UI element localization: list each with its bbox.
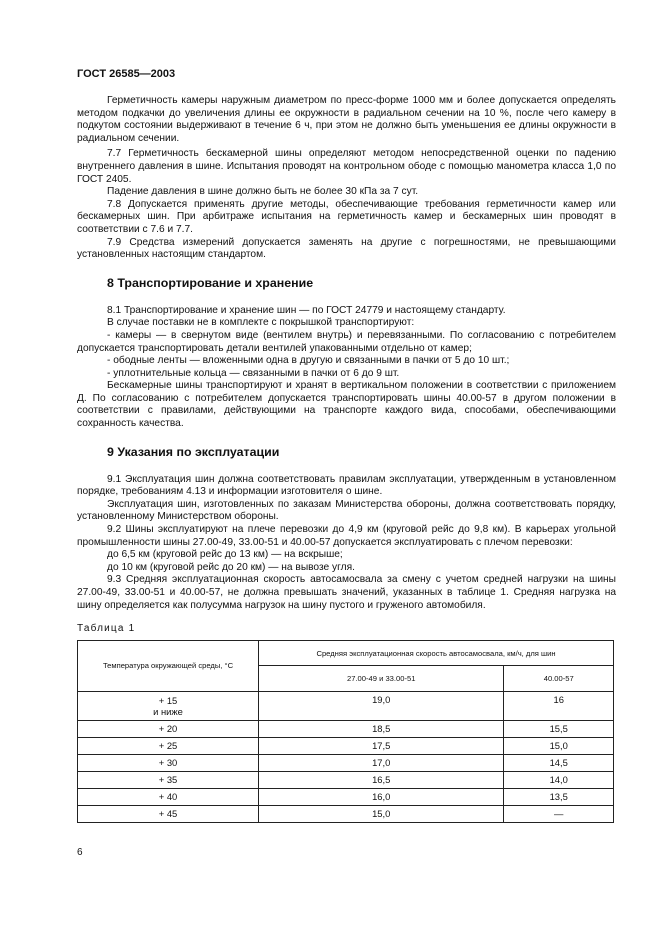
temperature-cell: + 35 bbox=[78, 771, 259, 788]
temperature-column-header: Температура окружающей среды, °С bbox=[78, 640, 259, 691]
table-row bbox=[78, 754, 614, 771]
paragraph-9-1: 9.1 Эксплуатация шин должна соответствовать правилам эксплуатации, утвержденным в установленном порядке, требованиям 4.13 и информации изготовителя о шине. bbox=[77, 473, 616, 498]
speed-cell-a: 15,0 bbox=[259, 805, 504, 822]
list-item-chambers: - камеры — в свернутом виде (вентилем внутрь) и перевязанными. По согласованию с потребителем допускается транспортировать детали вентилей упакованными отдельно от камер; bbox=[77, 329, 616, 354]
tire-size-header-a: 27.00-49 и 33.00-51 bbox=[259, 666, 504, 692]
speed-cell-b: — bbox=[504, 805, 614, 822]
section-9-heading: 9 Указания по эксплуатации bbox=[107, 444, 280, 459]
section-8-heading: 8 Транспортирование и хранение bbox=[107, 275, 314, 290]
speed-cell-a: 16,5 bbox=[259, 771, 504, 788]
paragraph-7-9: 7.9 Средства измерений допускается заменять на другие с погрешностями, не превышающими установленных настоящим стандартом. bbox=[77, 236, 616, 261]
paragraph-chamber-test: Герметичность камеры наружным диаметром по пресс-форме 1000 мм и более допускается определять методом подкачки до увеличения длины ее окружности в радиальном сечении на 10 %, после чего камеру в подкутом состоянии выдерживают в течение 6 ч, при этом не должно быть уменьшения ее длины окружности в радиальном сечении. bbox=[77, 95, 616, 144]
table-row bbox=[78, 720, 614, 737]
paragraph-9-2: 9.2 Шины эксплуатируют на плече перевозки до 4,9 км (круговой рейс до 9,8 км). В карьерах угольной промышленности шины 27.00-49, 33.00-51 и 40.00-57 допускается эксплуатировать с плечом перевозки: bbox=[77, 524, 616, 548]
temperature-cell: + 20 bbox=[78, 720, 259, 737]
speed-cell-b: 15,0 bbox=[504, 737, 614, 754]
table-row bbox=[78, 771, 614, 788]
table-row bbox=[78, 788, 614, 805]
list-item-seal-rings: - уплотнительные кольца — связанными в пачки от 6 до 9 шт. bbox=[107, 367, 400, 379]
speed-cell-b: 16 bbox=[504, 691, 614, 720]
temperature-cell bbox=[78, 691, 259, 720]
paragraph-pressure-drop: Падение давления в шине должно быть не более 30 кПа за 7 сут. bbox=[107, 186, 419, 198]
temperature-cell: + 40 bbox=[78, 788, 259, 805]
temperature-cell: + 30 bbox=[78, 754, 259, 771]
paragraph-9-3: 9.3 Средняя эксплуатационная скорость автосамосвала за смену с учетом средней нагрузки на шины 27.00-49, 33.00-51 и 40.00-57, не должна превышать значений, указанных в таблице 1. Средняя нагрузка на шину определяется как полусумма нагрузок на шину пустого и груженого автомобиля. bbox=[77, 574, 616, 611]
document-body bbox=[77, 95, 616, 823]
list-item-rim-tapes: - ободные ленты — вложенными одна в другую и связанными в пачки от 5 до 10 шт.; bbox=[107, 355, 510, 367]
speed-cell-a: 17,5 bbox=[259, 737, 504, 754]
paragraph-overburden: до 6,5 км (круговой рейс до 13 км) — на вскрыше; bbox=[107, 549, 343, 561]
speed-column-header: Средняя эксплуатационная скорость автосамосвала, км/ч, для шин bbox=[259, 640, 614, 666]
temperature-cell: + 45 bbox=[78, 805, 259, 822]
temperature-note: и ниже bbox=[153, 705, 183, 717]
tire-size-header-b: 40.00-57 bbox=[504, 666, 614, 692]
paragraph-8-1: 8.1 Транспортирование и хранение шин — по ГОСТ 24779 и настоящему стандарту. bbox=[107, 304, 506, 316]
speed-cell-a: 19,0 bbox=[259, 691, 504, 720]
speed-cell-b: 13,5 bbox=[504, 788, 614, 805]
temperature-value: + 15 bbox=[158, 694, 178, 706]
table-header-row bbox=[78, 640, 614, 666]
document-header: ГОСТ 26585—2003 bbox=[77, 68, 176, 80]
speed-cell-b: 15,5 bbox=[504, 720, 614, 737]
paragraph-defense: Эксплуатация шин, изготовленных по заказам Министерства обороны, должна соответствовать порядку, установленному Министерством обороны. bbox=[77, 498, 616, 523]
temperature-cell: + 25 bbox=[78, 737, 259, 754]
paragraph-8-delivery: В случае поставки не в комплекте с покрышкой транспортируют: bbox=[107, 317, 415, 329]
paragraph-7-8: 7.8 Допускается применять другие методы, обеспечивающие требования герметичности камер или бескамерных шин. При арбитраже испытания на герметичность камер и бескамерных шин проводят в соответствии с 7.6 и 7.7. bbox=[77, 198, 616, 235]
speed-table bbox=[77, 640, 614, 823]
speed-cell-b: 14,0 bbox=[504, 771, 614, 788]
speed-cell-a: 17,0 bbox=[259, 754, 504, 771]
table-caption: Таблица 1 bbox=[77, 623, 136, 635]
paragraph-tubeless: Бескамерные шины транспортируют и хранят в вертикальном положении в соответствии с приложением Д. По согласованию с потребителем допускается транспортировать шины 40.00-57 в другом положении в соответствии с правилами, действующими на транспорте каждого вида, способами, обеспечивающими сохранность качества. bbox=[77, 380, 616, 430]
speed-cell-a: 16,0 bbox=[259, 788, 504, 805]
speed-cell-b: 14,5 bbox=[504, 754, 614, 771]
page-number: 6 bbox=[77, 847, 83, 858]
table-row bbox=[78, 691, 614, 720]
speed-cell-a: 18,5 bbox=[259, 720, 504, 737]
table-row bbox=[78, 737, 614, 754]
paragraph-7-7: 7.7 Герметичность бескамерной шины определяют методом непосредственной оценки по падению внутреннего давления в шине. Испытания проводят на контрольном ободе с помощью манометра класса 1,0 по ГОСТ 2405. bbox=[77, 148, 616, 185]
paragraph-coal: до 10 км (круговой рейс до 20 км) — на вывозе угля. bbox=[107, 561, 355, 573]
table-row bbox=[78, 805, 614, 822]
